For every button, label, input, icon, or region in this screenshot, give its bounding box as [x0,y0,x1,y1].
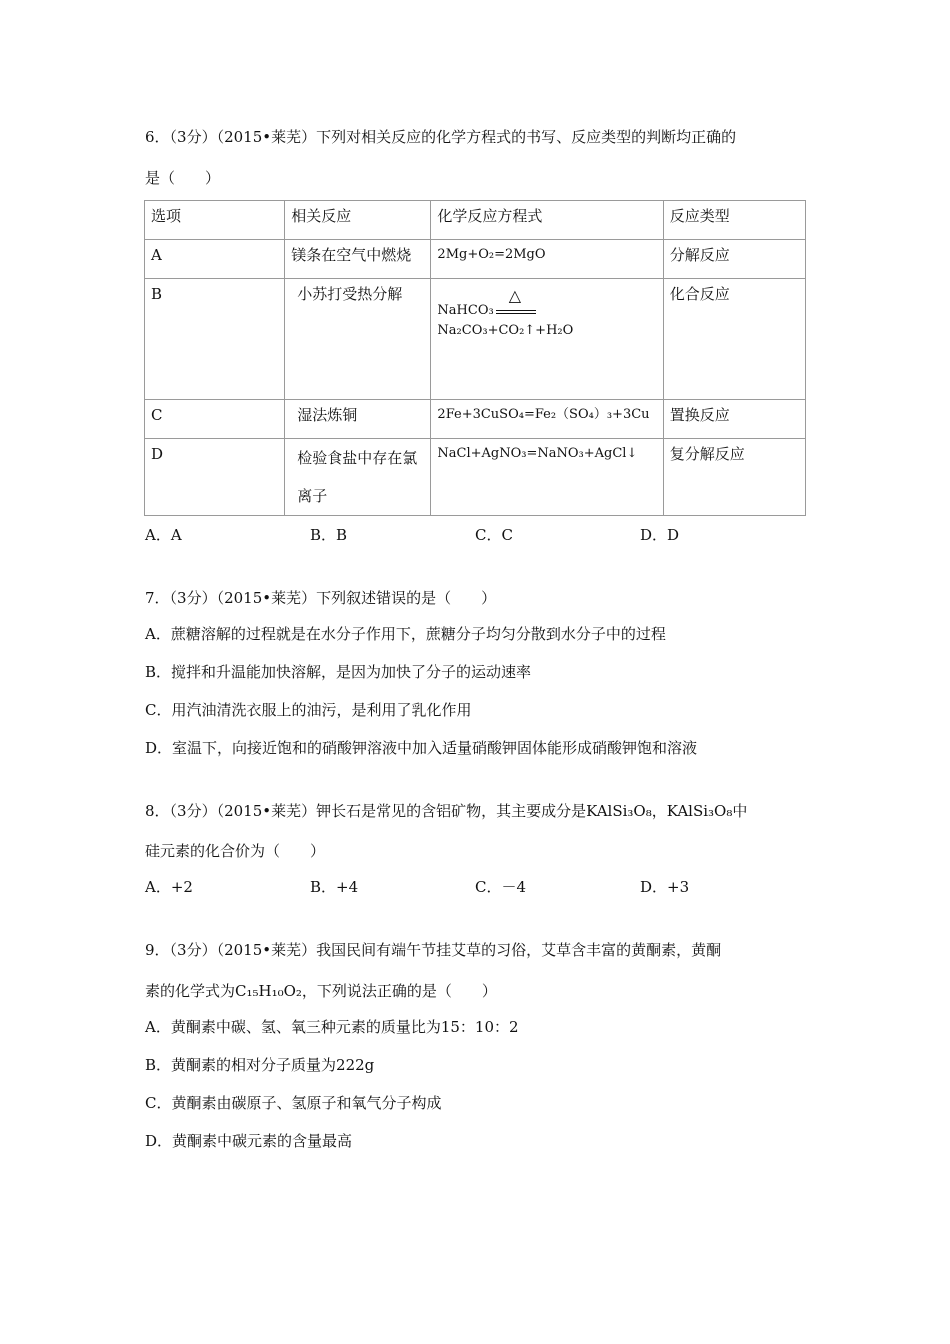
table-row [145,400,806,439]
q9-option-d[interactable]: D．黄酮素中碳元素的含量最高 [145,1132,353,1150]
q9-stem-line1: 9．（3分）（2015•莱芜）我国民间有端午节挂艾草的习俗，艾草含丰富的黄酮素，黄酮 [145,941,722,959]
q6-option-a[interactable]: A．A [145,526,182,544]
row-type: 分解反应 [663,240,805,279]
row-reaction: 小苏打受热分解 [285,279,431,400]
q7-option-a[interactable]: A．蔗糖溶解的过程就是在水分子作用下，蔗糖分子均匀分散到水分子中的过程 [145,625,666,643]
row-option: D [145,439,285,516]
equation-left: NaHCO₃ [437,303,494,318]
q6-stem-line1: 6．（3分）（2015•莱芜）下列对相关反应的化学方程式的书写、反应类型的判断均正确的 [145,128,737,146]
q8-options [145,877,805,897]
q6-option-c[interactable]: C．C [475,526,513,544]
header-equation: 化学反应方程式 [431,201,663,240]
table-row [145,240,806,279]
q9-option-b[interactable]: B．黄酮素的相对分子质量为222g [145,1056,375,1074]
table-header-row [145,201,806,240]
q6-option-d[interactable]: D．D [640,526,680,544]
row-reaction: 湿法炼铜 [285,400,431,439]
q8-stem-line1: 8．（3分）（2015•莱芜）钾长石是常见的含铝矿物，其主要成分是KAlSi₃O₈，KAlSi₃O₈中 [145,802,748,820]
header-option: 选项 [145,201,285,240]
row-option: B [145,279,285,400]
row-option: A [145,240,285,279]
row-type: 复分解反应 [663,439,805,516]
row-equation: 2Fe+3CuSO₄=Fe₂（SO₄）₃+3Cu [431,400,663,439]
q7-stem: 7．（3分）（2015•莱芜）下列叙述错误的是（ ） [145,589,497,607]
q6-stem-line2: 是（ ） [145,169,221,187]
q7-option-b[interactable]: B．搅拌和升温能加快溶解，是因为加快了分子的运动速率 [145,663,532,681]
q8-option-a[interactable]: A．+2 [145,878,193,896]
q8-option-d[interactable]: D．+3 [640,878,690,896]
table-row [145,279,806,400]
equation-right: Na₂CO₃+CO₂↑+H₂O [437,323,574,338]
q7-option-c[interactable]: C．用汽油清洗衣服上的油污，是利用了乳化作用 [145,701,472,719]
row-reaction: 镁条在空气中燃烧 [285,240,431,279]
q6-options [145,525,805,545]
q6-option-b[interactable]: B．B [310,526,348,544]
row-equation: NaCl+AgNO₃=NaNO₃+AgCl↓ [431,439,663,516]
header-reaction: 相关反应 [285,201,431,240]
q8-stem-line2: 硅元素的化合价为（ ） [145,842,326,860]
q9-option-c[interactable]: C．黄酮素由碳原子、氢原子和氧气分子构成 [145,1094,442,1112]
row-reaction: 检验食盐中存在氯离子 [285,439,431,516]
heat-triangle-icon: △ [508,285,522,305]
q9-option-a[interactable]: A．黄酮素中碳、氢、氧三种元素的质量比为15：10：2 [145,1018,519,1036]
row-option: C [145,400,285,439]
row-equation: 2Mg+O₂=2MgO [431,240,663,279]
q6-reaction-table [144,200,806,516]
heat-condition [496,285,536,318]
equals-bar [496,310,536,314]
row-equation [431,279,663,400]
q9-stem-line2: 素的化学式为C₁₅H₁₀O₂，下列说法正确的是（ ） [145,982,497,1000]
q8-option-b[interactable]: B．+4 [310,878,359,896]
q8-option-c[interactable]: C．－4 [475,878,527,896]
table-row [145,439,806,516]
q7-option-d[interactable]: D．室温下，向接近饱和的硝酸钾溶液中加入适量硝酸钾固体能形成硝酸钾饱和溶液 [145,739,698,757]
row-type: 置换反应 [663,400,805,439]
row-type: 化合反应 [663,279,805,400]
header-type: 反应类型 [663,201,805,240]
